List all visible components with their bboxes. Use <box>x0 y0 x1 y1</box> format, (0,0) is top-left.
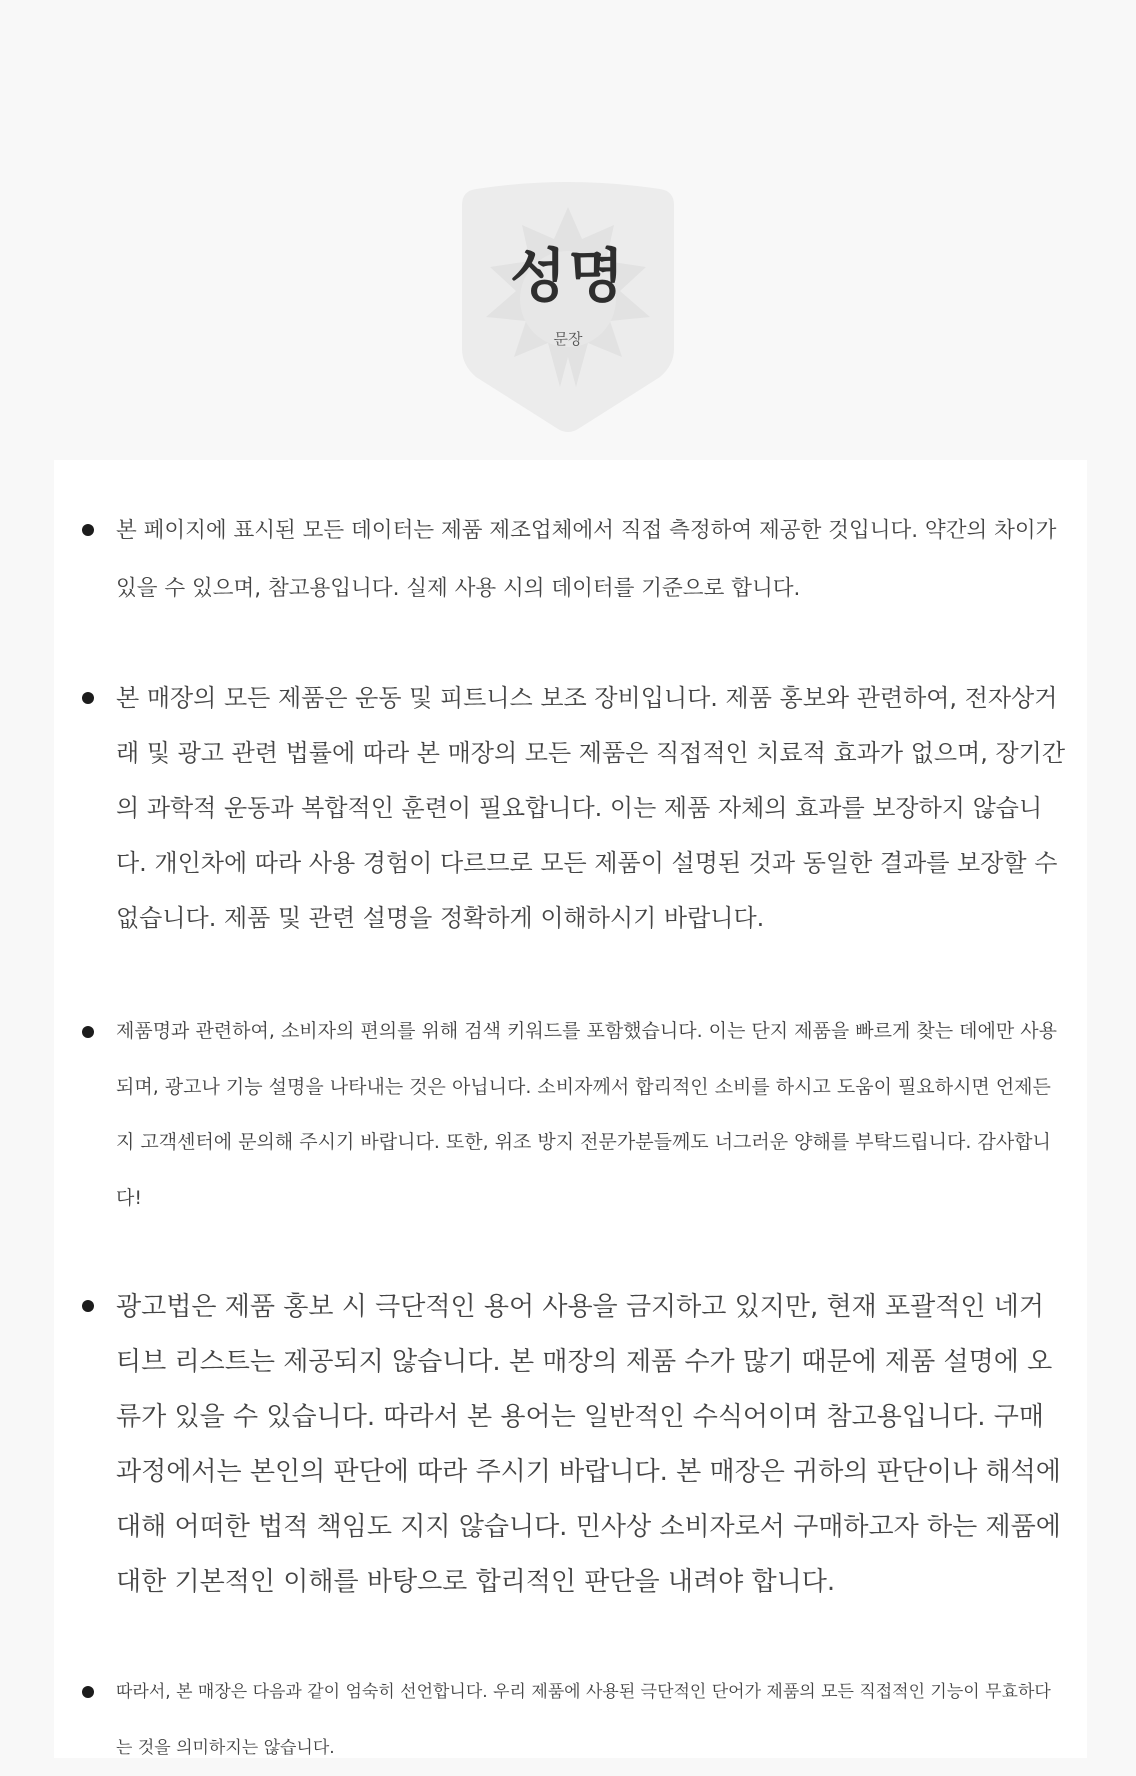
page-subtitle: 문장 <box>553 330 583 348</box>
bullet-icon <box>82 1686 94 1698</box>
header <box>0 0 1136 460</box>
notice-panel <box>54 460 1087 1758</box>
notice-text: 본 페이지에 표시된 모든 데이터는 제품 제조업체에서 직접 측정하여 제공한 것입니다. 약간의 차이가 있을 수 있으며, 참고용입니다. 실제 사용 시의 데이터를 기준으로 합니다. <box>116 518 1057 601</box>
notice-text: 따라서, 본 매장은 다음과 같이 엄숙히 선언합니다. 우리 제품에 사용된 극단적인 단어가 제품의 모든 직접적인 기능이 무효하다는 것을 의미하지는 않습니다. <box>116 1682 1051 1758</box>
bullet-icon <box>82 1026 94 1038</box>
bullet-icon <box>82 692 94 704</box>
bullet-icon <box>82 1300 94 1312</box>
notice-text: 제품명과 관련하여, 소비자의 편의를 위해 검색 키워드를 포함했습니다. 이는 단지 제품을 빠르게 찾는 데에만 사용되며, 광고나 기능 설명을 나타내는 것은 아닙니다. 소비자께서 합리적인 소비를 하시고 도움이 필요하시면 언제든지 고객센터에 문의해 주시기 바랍니다. 또한, 위조 방지 전문가분들께도 너그러운 양해를 부탁드립니다. 감사합니다! <box>116 1020 1057 1209</box>
notice-text: 광고법은 제품 홍보 시 극단적인 용어 사용을 금지하고 있지만, 현재 포괄적인 네거티브 리스트는 제공되지 않습니다. 본 매장의 제품 수가 많기 때문에 제품 설명에 오류가 있을 수 있습니다. 따라서 본 용어는 일반적인 수식어이며 참고용입니다. 구매 과정에서는 본인의 판단에 따라 주시기 바랍니다. 본 매장은 귀하의 판단이나 해석에 대해 어떠한 법적 책임도 지지 않습니다. 민사상 소비자로서 구매하고자 하는 제품에 대한 기본적인 이해를 바탕으로 합리적인 판단을 내려야 합니다. <box>116 1292 1061 1597</box>
page-title: 성명 <box>509 242 627 310</box>
notice-text: 본 매장의 모든 제품은 운동 및 피트니스 보조 장비입니다. 제품 홍보와 관련하여, 전자상거래 및 광고 관련 법률에 따라 본 매장의 모든 제품은 직접적인 치료적 효과가 없으며, 장기간의 과학적 운동과 복합적인 훈련이 필요합니다. 이는 제품 자체의 효과를 보장하지 않습니다. 개인차에 따라 사용 경험이 다르므로 모든 제품이 설명된 것과 동일한 결과를 보장할 수 없습니다. 제품 및 관련 설명을 정확하게 이해하시기 바랍니다. <box>116 684 1066 932</box>
bullet-icon <box>82 524 94 536</box>
